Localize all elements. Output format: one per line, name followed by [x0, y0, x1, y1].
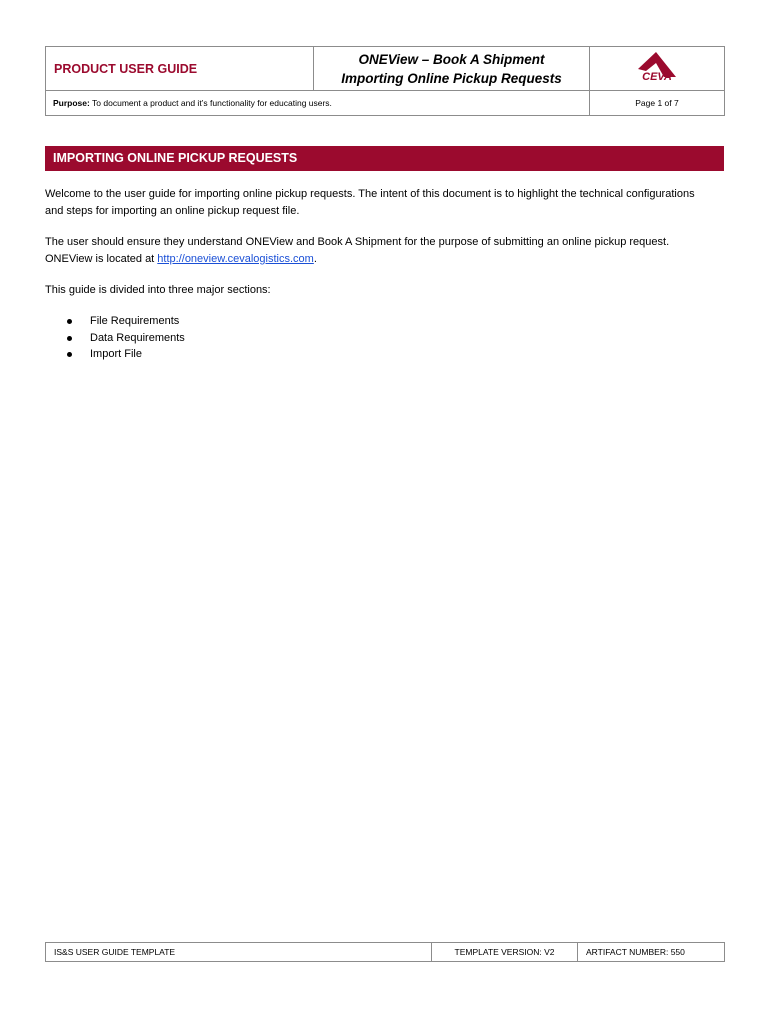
document-title-line1: ONEView – Book A Shipment [358, 51, 545, 67]
prerequisite-paragraph [45, 234, 715, 267]
document-title [314, 47, 590, 91]
purpose-text: To document a product and it’s functionality for educating users. [89, 98, 332, 108]
sections-intro: This guide is divided into three major sections: [45, 284, 271, 296]
location-suffix: . [313, 252, 317, 265]
list-item-label: Import File [90, 348, 142, 360]
list-item [45, 330, 185, 347]
location-prefix: ONEView is located at [45, 252, 158, 265]
sections-list [45, 313, 185, 363]
intro-paragraph: Welcome to the user guide for importing online pickup requests. The intent of this document is to highlight the technical configurations and steps for importing an online pickup request file. [45, 188, 695, 217]
oneview-link[interactable]: http://oneview.cevalogistics.com [157, 252, 314, 265]
section-heading: IMPORTING ONLINE PICKUP REQUESTS [45, 146, 724, 171]
logo-text: CEVA [642, 71, 672, 83]
document-title-line2: Importing Online Pickup Requests [341, 70, 562, 86]
ceva-logo [634, 49, 680, 83]
prerequisite-line: The user should ensure they understand ONEView and Book A Shipment for the purpose of submitting an online pickup request. [45, 236, 670, 248]
list-item-label: File Requirements [90, 315, 180, 327]
artifact-number: ARTIFACT NUMBER: 550 [578, 943, 725, 962]
bullet-icon [67, 336, 72, 341]
page-number: Page 1 of 7 [590, 91, 725, 116]
purpose-label: Purpose: [53, 98, 90, 108]
guide-type-label: PRODUCT USER GUIDE [46, 47, 314, 91]
list-item [45, 346, 185, 363]
document-header [45, 46, 725, 116]
list-item-label: Data Requirements [90, 331, 185, 344]
template-name: IS&S USER GUIDE TEMPLATE [46, 943, 432, 962]
logo-cell [590, 47, 725, 91]
purpose-statement [46, 91, 590, 116]
bullet-icon [67, 319, 72, 324]
template-version: TEMPLATE VERSION: V2 [432, 943, 578, 962]
list-item [45, 313, 185, 330]
bullet-icon [67, 352, 72, 357]
document-footer [45, 942, 725, 962]
